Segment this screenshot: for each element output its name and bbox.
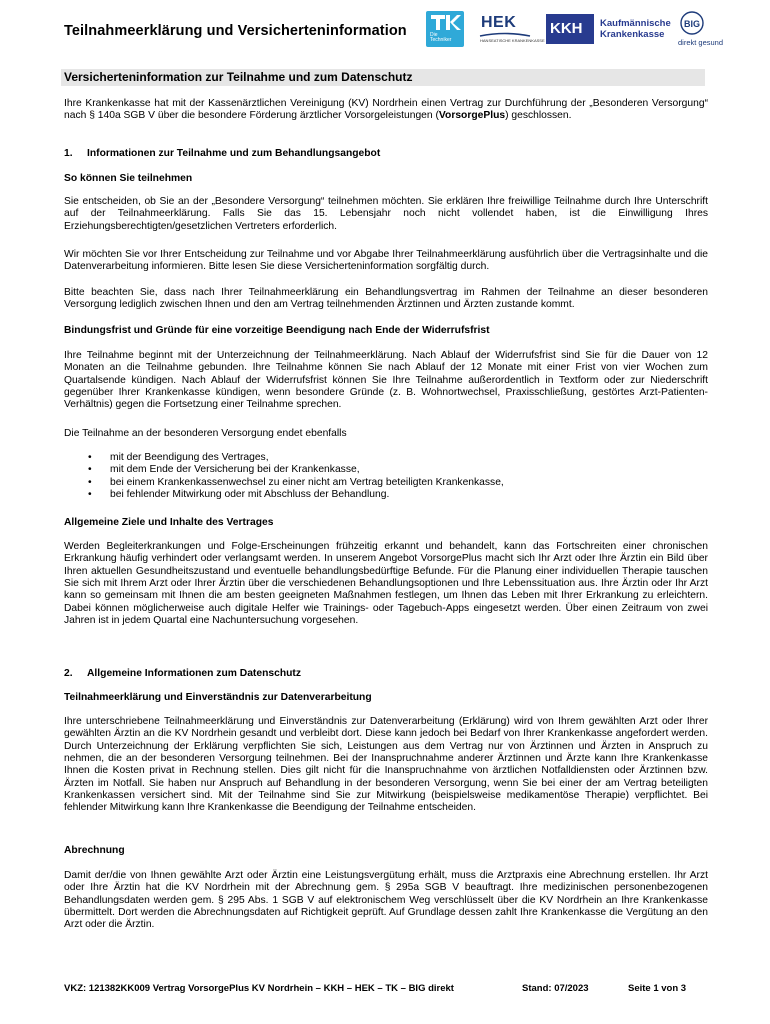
tk-logo — [426, 11, 464, 47]
list-item: • bei fehlender Mitwirkung oder mit Abschluss der Behandlung. — [88, 489, 504, 501]
termination-list — [88, 452, 504, 501]
section1-number: 1. — [64, 148, 73, 159]
intro-text-before: Ihre Krankenkasse hat mit der Kassenärztlichen Vereinigung (KV) Nordrhein einen Vertrag zur Durchführung der „Besonderen Versorgung“ nach § 140a SGB V über die besondere Förderung ärztlicher Vorsorgeleistungen ( — [64, 98, 708, 122]
big-logo-subtext: direkt gesund — [678, 38, 724, 47]
section2-paragraph-1: Ihre unterschriebene Teilnahmeerklärung und Einverständnis zur Datenverarbeitung (Erklärung) wird von Ihrem gewählten Arzt oder Ihrer gewählten Ärztin an die KV Nordrhein gesandt und verbleibt dort. Diese kann jedoch bei Bedarf von Ihrer Krankenkasse angefordert werden. Durch Unterzeichnung der Erklärung verpflichten Sie sich, Leistungen aus dem Vertrag nur von Ärztinnen und Ärzten in Anspruch zu nehmen, die an der besonderen Versorgung teilnehmen. Bei der Inanspruchnahme anderer Ärztinnen und Ärzte kann Ihre Krankenkasse Ihnen die Kosten privat in Rechnung stellen. Dies gilt nicht für die Inanspruchnahme von ärztlichen Notfalldiensten oder Ärztinnen bzw. Ärzten im Notfall. Sie haben nur Anspruch auf Behandlung in der besonderen Versorgung, wenn Sie bei einer der am Vertrag beteiligten Krankenkassen versichert sind. Mit der Teilnahme sind Sie zur Mitwirkung (beispielsweise medikamentöse Therapie) verpflichtet. Bei fehlender Mitwirkung kann Ihre Krankenkasse die Beendigung der Teilnahme entscheiden. — [64, 716, 708, 814]
big-logo — [678, 11, 722, 47]
list-item: • mit dem Ende der Versicherung bei der Krankenkasse, — [88, 464, 504, 476]
hek-logo-subtext: HANSEATISCHE KRANKENKASSE — [480, 38, 545, 43]
kkh-logo-name — [600, 18, 671, 40]
section1-paragraph-3: Bitte beachten Sie, dass nach Ihrer Teilnahmeerklärung ein Behandlungsvertrag im Rahmen der Teilnahme an dieser besonderen Versorgung lediglich zwischen Ihnen und den am Vertrag teilnehmenden Ärztinnen und Ärzten zustande kommt. — [64, 287, 708, 311]
section2-paragraph-2: Damit der/die von Ihnen gewählte Arzt oder Ärztin eine Leistungsvergütung erhält, muss die Arztpraxis eine Abrechnung erstellen. Ihr Arzt oder Ihre Ärztin hat die KV Nordrhein mit der Abrechnung gem. § 295a SGB V beauftragt. Ihre medizinischen personenbezogenen Behandlungsdaten werden gem. § 295 Abs. 1 SGB V auf elektronischem Weg verschlüsselt über die KV Nordrhein an Ihre Krankenkasse übermittelt. Dort werden die Abrechnungsdaten auf Richtigkeit geprüft. Auf Grundlage dessen zahlt Ihre Krankenkasse die Vergütung an den Arzt oder die Ärztin. — [64, 870, 708, 931]
section1-paragraph-1: Sie entscheiden, ob Sie an der „Besondere Versorgung“ teilnehmen möchten. Sie erklären Ihre freiwillige Teilnahme durch Ihre Unterschrift auf der Teilnahmeerklärung. Falls Sie das 15. Lebensjahr noch nicht vollendet haben, ist die Einwilligung Ihres Erziehungsberechtigten/gesetzlichen Vertreters erforderlich. — [64, 196, 708, 232]
section1-heading — [64, 148, 380, 159]
big-mark-icon — [680, 11, 704, 35]
section-band-title: Versicherteninformation zur Teilnahme und zum Datenschutz — [64, 70, 413, 84]
section2-sub2-heading: Abrechnung — [64, 845, 125, 856]
footer-stand: Stand: 07/2023 — [522, 983, 589, 994]
hek-logo — [478, 11, 545, 47]
intro-paragraph — [64, 98, 708, 123]
list-item: • bei einem Krankenkassenwechsel zu einer nicht am Vertrag beteiligten Krankenkasse, — [88, 477, 504, 489]
tk-logo-text: Die Techniker — [430, 32, 452, 43]
section1-paragraph-4: Ihre Teilnahme beginnt mit der Unterzeichnung der Teilnahmeerklärung. Nach Ablauf der Widerrufsfrist sind Sie für die Dauer von 12 Monaten an die Teilnahme gebunden. Ihre Teilnahme können Sie nach Ablauf der 12 Monate mit einer Frist von vier Wochen zum Quartalsende kündigen. Nach Ablauf der Widerrufsfrist können Sie Ihre Teilnahme außerordentlich in Textform oder zur Niederschrift gegenüber Ihrer Krankenkasse kündigen, wenn besondere Gründe (z. B. Wohnortwechsel, Praxisschließung, gestörtes Arzt-Patienten-Verhältnis) gegen die Fortsetzung einer Teilnahme sprechen. — [64, 350, 708, 411]
big-mark-text: BIG — [683, 19, 701, 29]
section1-paragraph-5: Die Teilnahme an der besonderen Versorgung endet ebenfalls — [64, 428, 347, 439]
section1-sub3-heading: Allgemeine Ziele und Inhalte des Vertrages — [64, 517, 274, 528]
list-item: • mit der Beendigung des Vertrages, — [88, 452, 504, 464]
section1-paragraph-2: Wir möchten Sie vor Ihrer Entscheidung zur Teilnahme und vor Abgabe Ihrer Teilnahmeerklärung ausführlich über die Vertragsinhalte und die Datenverarbeitung informieren. Bitte lesen Sie diese Versicherteninformation sorgfältig durch. — [64, 249, 708, 273]
section1-paragraph-6: Werden Begleiterkrankungen und Folge-Erscheinungen frühzeitig erkannt und behandelt, kann das Fortschreiten einer chronischen Erkrankung häufig verhindert oder verlangsamt werden. In unserem Angebot VorsorgePlus macht sich Ihr Arzt oder Ihre Ärztin ein Bild über Ihren aktuellen Gesundheitszustand und eventuelle behandlungsbedürftige Befunde. Für die Planung einer individuellen Therapie tauschen Sie sich mit Ihrem Arzt oder Ihrer Ärztin über die verschiedenen Behandlungsoptionen und Ihre Lebenssituation aus. Ihre Ärztin oder Ihr Arzt kann so gemeinsam mit Ihnen die am besten geeigneten Maßnahmen festlegen, um Ihnen das Leben mit Ihrer Erkrankung zu erleichtern. Dabei können möglicherweise auch digitale Helfer wie Trainings- oder Tagebuch-Apps eingesetzt werden. Über einen Zeitraum von zwei Jahren ist in jedem Quartal eine Nachuntersuchung vorgesehen. — [64, 541, 708, 627]
hek-logo-text: HEK — [481, 14, 517, 31]
section2-title: Allgemeine Informationen zum Datenschutz — [87, 668, 301, 679]
kkh-logo-text: KKH — [550, 20, 583, 37]
footer-page-number: Seite 1 von 3 — [628, 983, 687, 994]
kkh-name-line1: Kaufmännische — [600, 18, 671, 29]
section1-sub2-heading: Bindungsfrist und Gründe für eine vorzeitige Beendigung nach Ende der Widerrufsfrist — [64, 325, 490, 336]
section1-sub1-heading: So können Sie teilnehmen — [64, 173, 193, 184]
section1-title: Informationen zur Teilnahme und zum Behandlungsangebot — [87, 148, 381, 159]
section-band — [61, 69, 705, 86]
kkh-name-line2: Krankenkasse — [600, 29, 665, 40]
section2-sub1-heading: Teilnahmeerklärung und Einverständnis zur Datenverarbeitung — [64, 692, 372, 703]
document-title: Teilnahmeerklärung und Versicherteninformation — [64, 23, 407, 39]
section2-heading — [64, 668, 301, 679]
intro-text-after: ) geschlossen. — [505, 110, 572, 122]
kkh-logo — [546, 14, 594, 44]
tk-mark-icon — [426, 11, 464, 33]
section2-number: 2. — [64, 668, 73, 679]
footer-vkz: VKZ: 121382KK009 Vertrag VorsorgePlus KV Nordrhein – KKH – HEK – TK – BIG direkt — [64, 983, 454, 994]
intro-bold: VorsorgePlus — [438, 110, 506, 122]
insurer-logos — [426, 9, 726, 49]
